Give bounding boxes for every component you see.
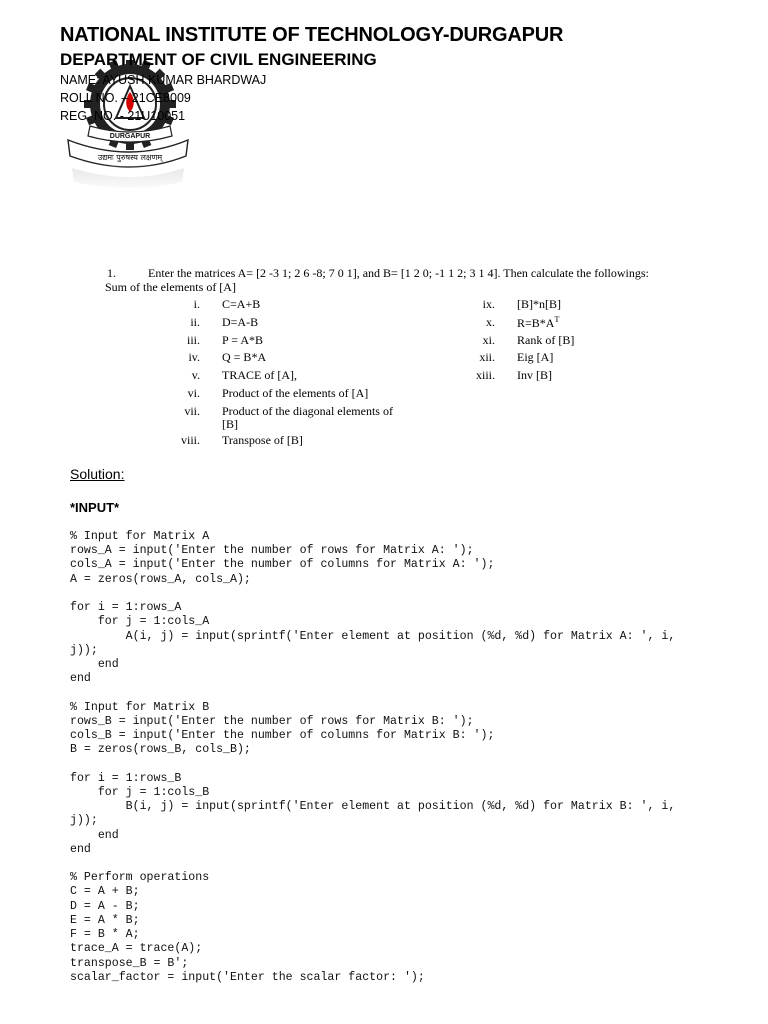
item-text: Rank of [B] [517, 333, 575, 347]
logo-banner-text: DURGAPUR [109, 133, 151, 140]
item-number: vii. [184, 404, 200, 418]
item-text: C=A+B [222, 297, 261, 311]
item-number: iv. [188, 350, 200, 364]
question-line-1: Enter the matrices A= [2 -3 1; 2 6 -8; 7 0 1], and B= [1 2 0; -1 1 2; 3 1 4]. Then calculate the followings: [148, 266, 649, 280]
item-number: xi. [482, 333, 495, 347]
solution-heading: Solution: [70, 466, 125, 482]
item-text: Product of the elements of [A] [222, 386, 369, 400]
logo-motto-text: उद्यमः पुरुषस्य लक्षणम् [97, 153, 163, 162]
item-text: Transpose of [B] [222, 433, 303, 447]
item-number: x. [486, 315, 495, 329]
input-heading: *INPUT* [70, 500, 120, 515]
item-number: v. [191, 368, 200, 382]
item-text-continued: [B] [222, 417, 238, 431]
student-name: NAME: AYUSH KUMAR BHARDWAJ [60, 73, 267, 87]
department-title: DEPARTMENT OF CIVIL ENGINEERING [60, 50, 377, 69]
institute-title: NATIONAL INSTITUTE OF TECHNOLOGY-DURGAPUR [60, 24, 564, 46]
registration-number: REG. NO. - 21U10051 [60, 109, 186, 123]
item-text: $R=B*A^T$ [517, 315, 560, 330]
item-text: Inv [B] [517, 368, 552, 382]
roll-number: ROLL NO. – 21CE8009 [60, 91, 191, 105]
item-text: Q = B*A [222, 350, 267, 364]
question-line-2: Sum of the elements of [A] [105, 280, 236, 294]
item-number: xii. [479, 350, 495, 364]
item-number: i. [193, 297, 200, 311]
item-number: vi. [187, 386, 200, 400]
item-number: viii. [180, 433, 200, 447]
item-number: xiii. [475, 368, 495, 382]
item-number: ii. [190, 315, 200, 329]
matlab-code-block: % Input for Matrix A rows_A = input('Enter the number of rows for Matrix A: '); cols_A = input('Enter the number of columns for Matrix A: '); A = zeros(rows_A, cols_A); for i = 1:rows_A for j = 1:cols_A A(i, j) = input(sprintf('Enter element at position (%d, %d) for Matrix A: ', i, j)); end end % Input for Matrix B rows_B = input('Enter the number of rows for Matrix B: '); cols_B = input('Enter the number of columns for Matrix B: '); B = zeros(rows_B, cols_B); for i = 1:rows_B for j = 1:cols_B B(i, j) = input(sprintf('Enter element at position (%d, %d) for Matrix B: ', i, j)); end end % Perform operations C = A + B; D = A - B; E = A * B; F = B * A; trace_A = trace(A); transpose_B = B'; scalar_factor = input('Enter the scalar factor: '); [70, 530, 676, 984]
item-text: Product of the diagonal elements of [222, 404, 393, 418]
item-text: P = A*B [222, 333, 264, 347]
item-number: iii. [186, 333, 200, 347]
item-text: Eig [A] [517, 350, 554, 364]
item-text: D=A-B [222, 315, 259, 329]
question-number: 1. [107, 266, 116, 280]
item-number: ix. [482, 297, 495, 311]
item-text: [B]*n[B] [517, 297, 561, 311]
item-text: TRACE of [A], [222, 368, 297, 382]
